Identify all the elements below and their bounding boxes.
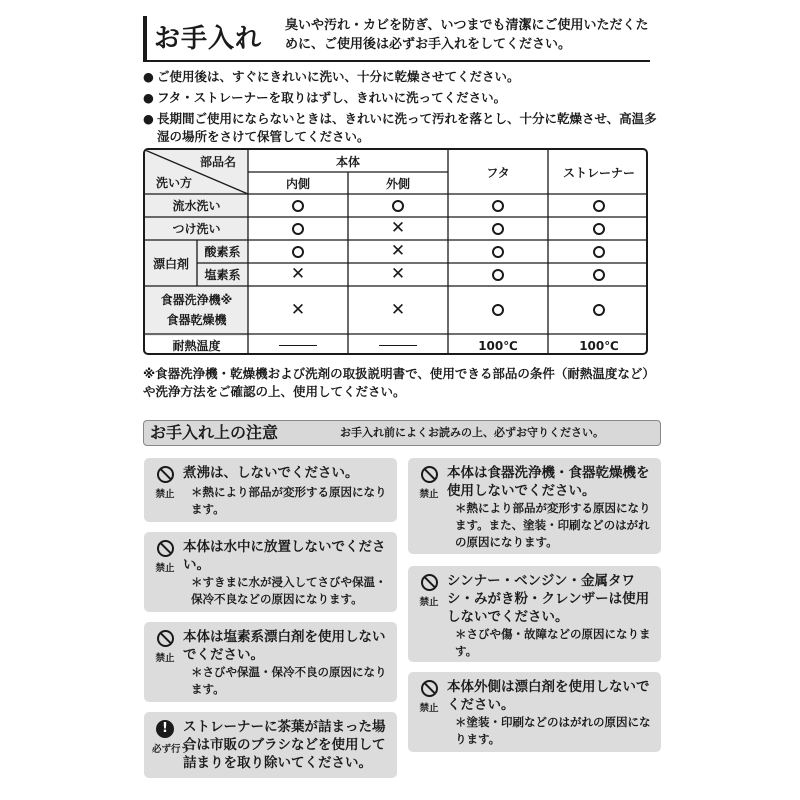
circle-ok-icon: [448, 194, 548, 217]
heat-outer-none: [348, 334, 448, 355]
caution-subtitle: お手入れ前によくお読みの上、必ずお守りください。: [340, 426, 604, 439]
row-label-oxygen: 酸素系: [204, 245, 241, 259]
cross-ng-icon: ✕: [390, 264, 406, 284]
caution-box: [408, 566, 661, 662]
cross-ng-icon: ✕: [290, 299, 306, 320]
page-title: お手入れ: [154, 24, 263, 54]
caution-title: お手入れ上の注意: [150, 423, 279, 442]
table-footnote: ※食器洗浄機・乾燥機および洗剤の取扱説明書で、使用できる部品の条件（耐熱温度など）や洗浄方法をご確認の上、使用してください。: [143, 366, 655, 399]
bullet-item: [143, 68, 658, 86]
col-header-lid: フタ: [486, 165, 510, 180]
caution-box: [408, 672, 661, 752]
heat-strainer-value: 100℃: [579, 338, 619, 353]
caution-note: ＊すきまに水が浸入してさびや保温・保冷不良などの原因になります。: [191, 575, 387, 606]
caution-box: [144, 622, 397, 702]
circle-ok-icon: [348, 194, 448, 217]
bullet-text: ご使用後は、すぐにきれいに洗い、十分に乾燥させてください。: [157, 69, 520, 84]
washing-method-table: [143, 148, 648, 355]
circle-ok-icon: [548, 240, 648, 263]
cross-ng-icon: ✕: [390, 241, 406, 261]
caution-box: [144, 712, 397, 778]
page-description: 臭いや汚れ・カビを防ぎ、いつまでも清潔にご使用いただくために、ご使用後は必ずお手入れをしてください。: [285, 18, 649, 52]
prohibit-icon: 禁止: [416, 466, 442, 500]
heat-inner-none: [248, 334, 348, 355]
bullet-text: 長期間ご使用にならないときは、きれいに洗って汚れを落とし、十分に乾燥させ、高温多湿の場所をさけて保管してください。: [157, 111, 657, 144]
care-bullet-list: [143, 68, 658, 146]
caution-note: ＊さびや保温・保冷不良の原因になります。: [191, 665, 387, 696]
prohibit-icon: 禁止: [152, 540, 178, 574]
circle-ok-icon: [448, 240, 548, 263]
caution-text: 本体は塩素系漂白剤を使用しないでください。: [183, 629, 386, 663]
row-label-soak: つけ洗い: [172, 222, 221, 236]
cross-ng-icon: ✕: [390, 218, 406, 238]
prohibit-icon: 禁止: [416, 574, 442, 608]
caution-box: [144, 532, 397, 612]
bullet-icon: ●: [143, 69, 154, 84]
circle-ok-icon: [548, 263, 648, 286]
corner-part-label: 部品名: [199, 154, 236, 169]
caution-note: ＊塗装・印刷などのはがれの原因になります。: [455, 715, 651, 746]
row-label-heat-resistance: 耐熱温度: [172, 339, 221, 353]
row-label-dishwasher: 食器洗浄機※: [160, 292, 233, 307]
row-label-dish-dryer: 食器乾燥機: [166, 312, 227, 327]
title-bar-accent: [143, 16, 147, 62]
caution-box: [144, 458, 397, 522]
row-label-running-water: 流水洗い: [172, 199, 221, 213]
circle-ok-icon: [448, 263, 548, 286]
circle-ok-icon: [548, 217, 648, 240]
caution-note: ＊さびや傷・故障などの原因になります。: [455, 627, 651, 658]
col-header-body: 本体: [335, 154, 360, 169]
bullet-icon: ●: [143, 111, 154, 126]
heat-lid-value: 100℃: [478, 338, 518, 353]
row-label-bleach: 漂白剤: [152, 256, 189, 271]
caution-text: 本体は食器洗浄機・食器乾燥機を使用しないでください。: [447, 465, 650, 499]
circle-ok-icon: [248, 217, 348, 240]
col-header-inner: 内側: [285, 176, 310, 191]
circle-ok-icon: [248, 194, 348, 217]
title-underline: [143, 60, 650, 62]
col-header-outer: 外側: [385, 176, 410, 191]
circle-ok-icon: [448, 217, 548, 240]
circle-ok-icon: [548, 194, 648, 217]
bullet-text: フタ・ストレーナーを取りはずし、きれいに洗ってください。: [157, 90, 507, 105]
prohibit-icon: 禁止: [152, 630, 178, 664]
caution-text: シンナー・ベンジン・金属タワシ・みがき粉・クレンザーは使用しないでください。: [447, 573, 650, 625]
cross-ng-icon: ✕: [290, 264, 306, 284]
prohibit-icon: 禁止: [416, 680, 442, 714]
circle-ok-icon: [448, 286, 548, 334]
caution-text: ストレーナーに茶葉が詰まった場合は市販のブラシなどを使用して詰まりを取り除いてください。: [183, 719, 386, 771]
bullet-item: [143, 110, 658, 146]
corner-method-label: 洗い方: [155, 175, 192, 190]
prohibit-icon: 禁止: [152, 466, 178, 500]
circle-ok-icon: [548, 286, 648, 334]
must-do-icon: ! 必ず行う: [152, 721, 191, 755]
row-label-chlorine: 塩素系: [204, 268, 241, 282]
circle-ok-icon: [248, 240, 348, 263]
cross-ng-icon: ✕: [390, 299, 406, 320]
caution-text: 本体外側は漂白剤を使用しないでください。: [447, 679, 650, 713]
bullet-item: [143, 89, 658, 107]
caution-note: ＊熱により部品が変形する原因になります。また、塗装・印刷などのはがれの原因になります。: [455, 501, 651, 549]
caution-box: [408, 458, 661, 554]
col-header-strainer: ストレーナー: [562, 165, 635, 180]
caution-text: 本体は水中に放置しないでください。: [183, 539, 386, 573]
bullet-icon: ●: [143, 90, 154, 105]
caution-note: ＊熱により部品が変形する原因になります。: [191, 485, 387, 516]
caution-text: 煮沸は、しないでください。: [183, 465, 359, 481]
